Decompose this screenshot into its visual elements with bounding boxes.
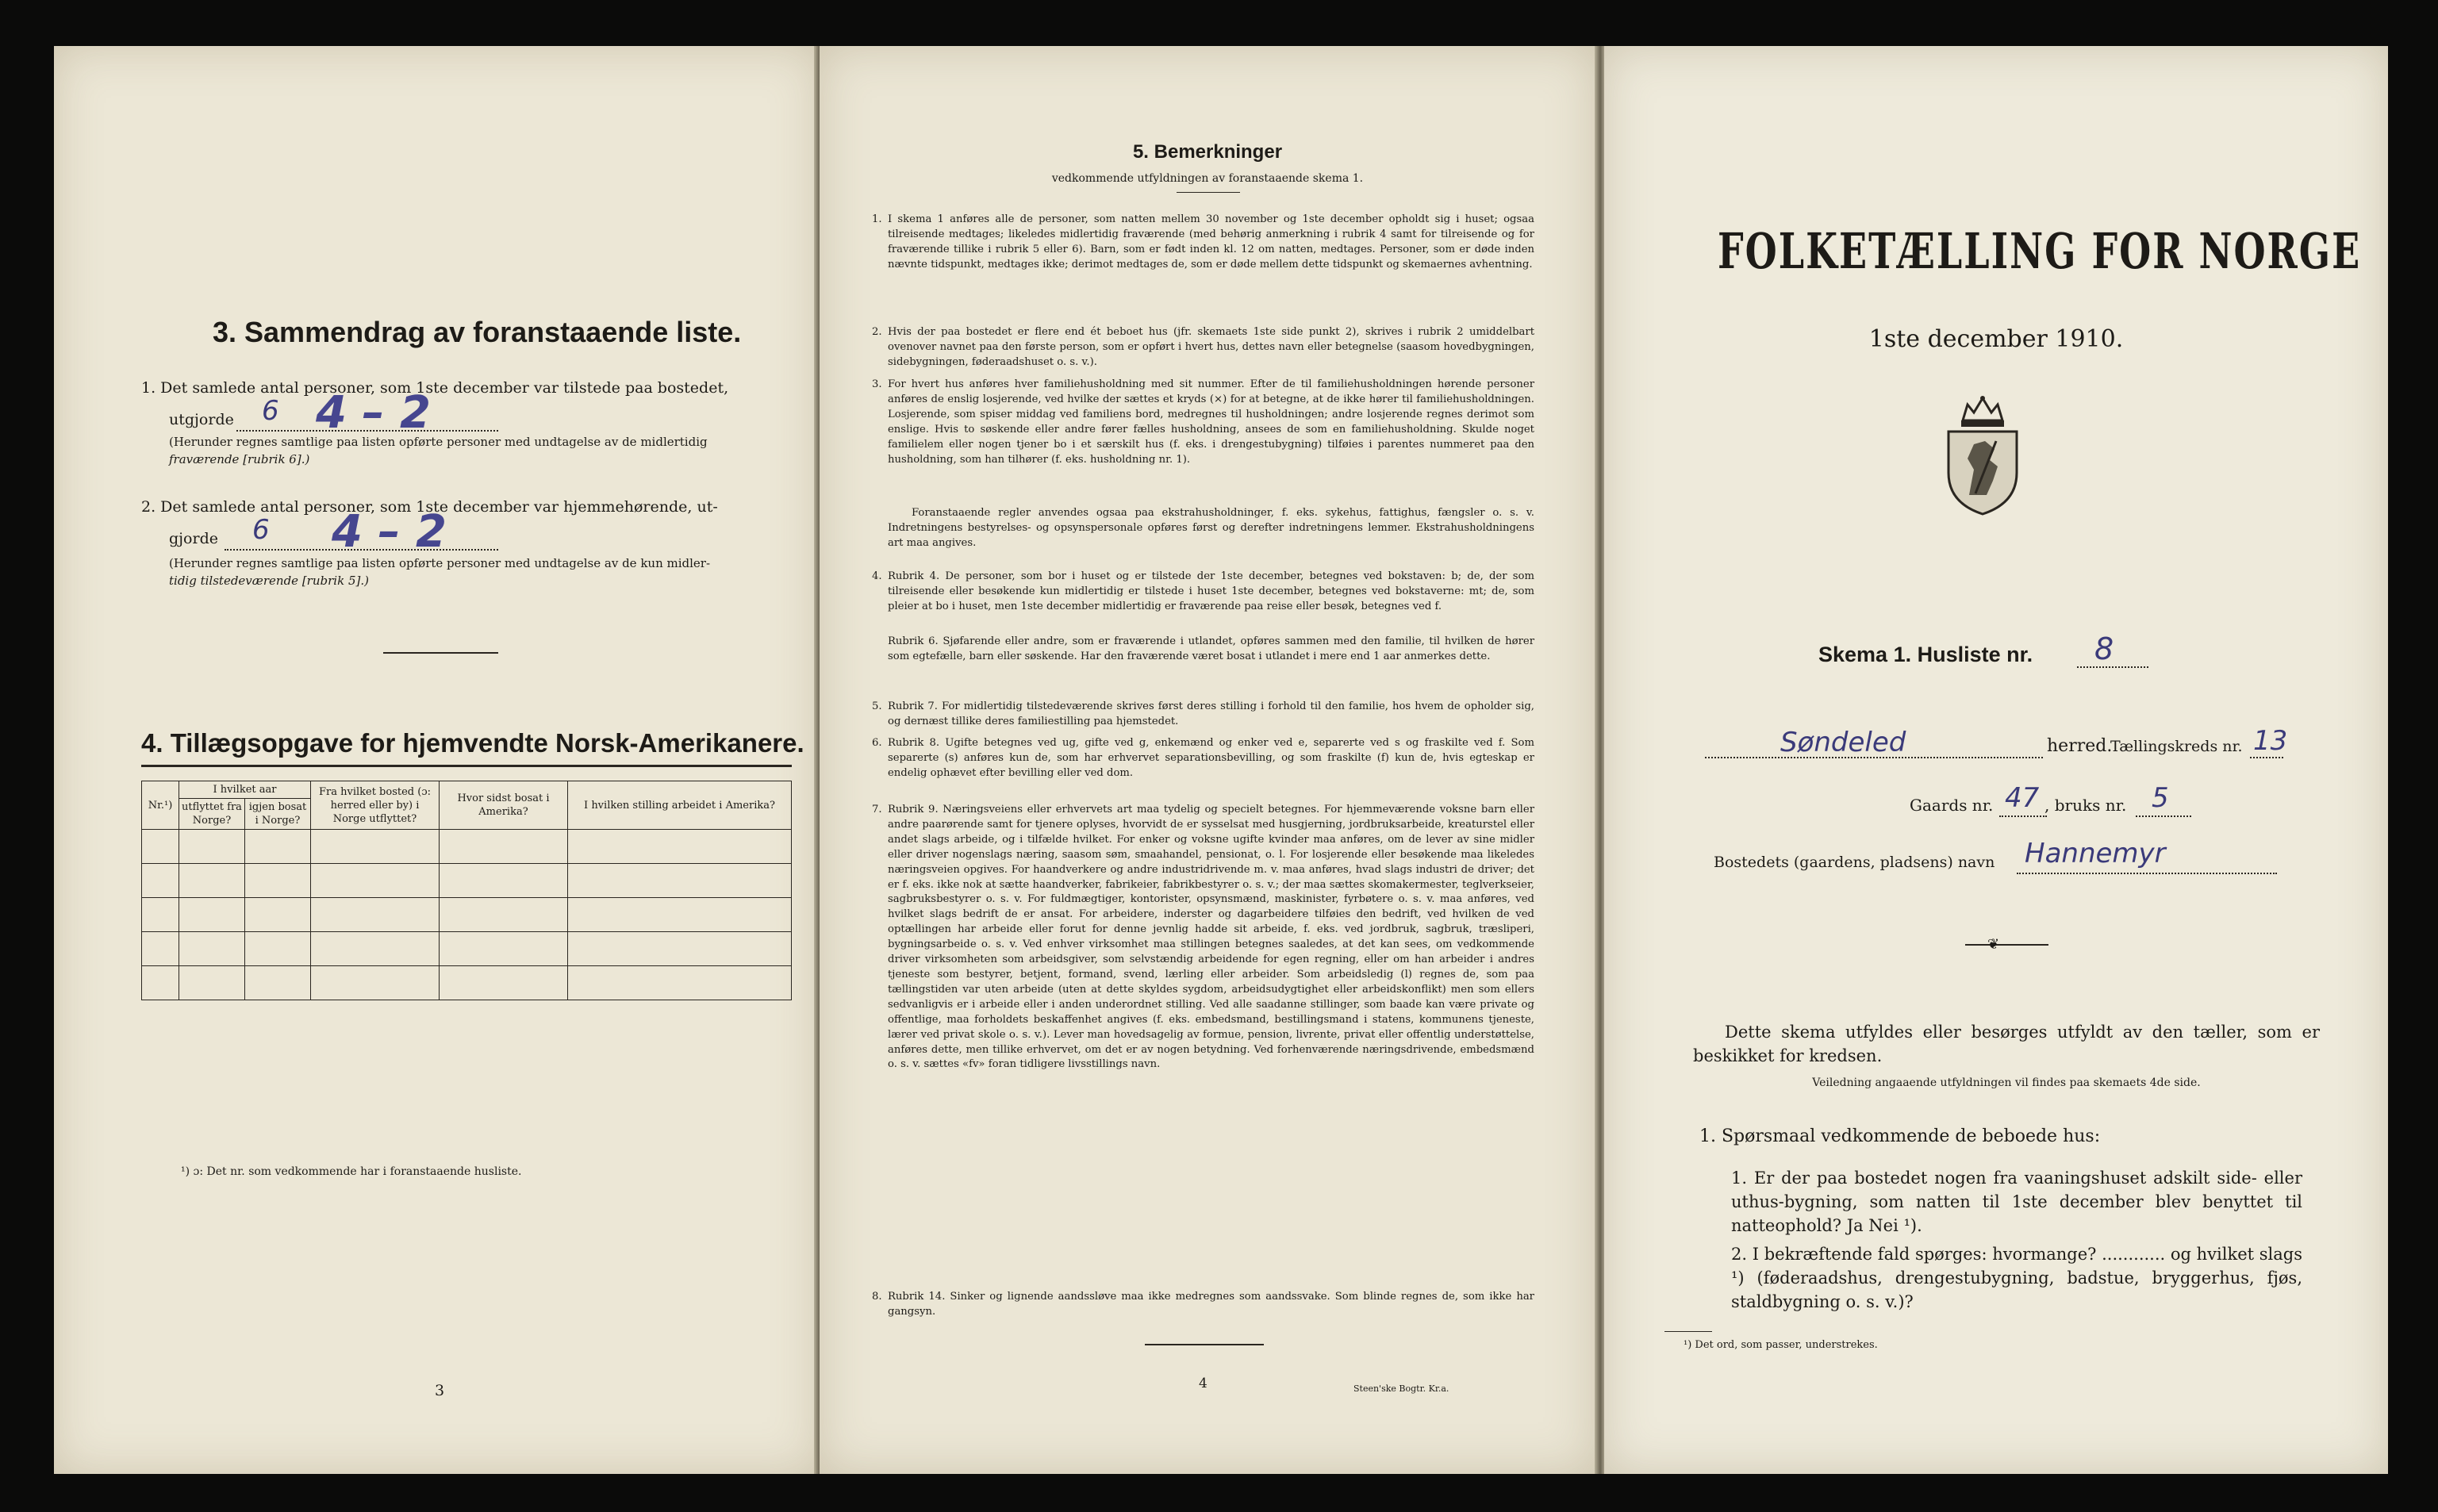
- summary-item1-handwritten: 4 – 2: [316, 387, 431, 439]
- middle-page: [820, 46, 1595, 1474]
- skema-number: 8: [2094, 631, 2114, 666]
- summary-item1-note1: (Herunder regnes samtlige paa listen opførte personer med undtagelse av de midlertidig: [169, 435, 708, 449]
- table-row: [142, 932, 792, 966]
- table-row: [142, 898, 792, 932]
- remarks-rule: [1177, 192, 1240, 193]
- gaards-value: 47: [2005, 782, 2040, 814]
- table-row: [142, 966, 792, 1000]
- col-hvor: Hvor sidst bosat i Amerika?: [440, 781, 568, 830]
- bosted-line: [2017, 873, 2277, 874]
- remark-6: 6. Rubrik 8. Ugifte betegnes ved ug, gifte ved g, enkemænd og enker ved e, separerte ved s og fraskilte ved f. Som separerte (s) anføres kun de, som har erhvervet separationsbevilling, og som fraskilte (f) kun de, hvis egteskap er endelig ophævet efter bevilling eller ved dom.: [872, 737, 1534, 779]
- remark-1: 1. I skema 1 anføres alle de personer, som natten mellem 30 november og 1ste december opholdt sig i huset; ogsaa tilreisende medtages; likeledes midlertidig fraværende (med behørig anmerkning i rubrik 4 samt for tilreisende og for fraværende tillike i rubrik 5 eller 6). Barn, som er født inden kl. 12 om natten, medtages. Personer, som er døde inden nævnte tidspunkt, medtages ikke; derimot medtages de, som er døde mellem dette tidspunkt og skemaernes avhentning.: [872, 213, 1534, 271]
- summary-item1-note2: fraværende [rubrik 6].): [169, 452, 310, 466]
- page-number-3: 3: [435, 1382, 445, 1399]
- instruction-1: Dette skema utfyldes eller besørges utfyldt av den tæller, som er beskikket for kredsen.: [1693, 1023, 2320, 1065]
- summary-item2-note2: tidig tilstedeværende [rubrik 5].): [169, 574, 369, 588]
- left-page: [54, 46, 820, 1474]
- right-footnote: ¹) Det ord, som passer, understrekes.: [1684, 1339, 1878, 1351]
- remark-5: 5. Rubrik 7. For midlertidig tilstedeværende skrives først deres stilling i forhold til den familie, hos hvem de opholder sig, og dernæst tillike deres familiestilling paa hjemstedet.: [872, 700, 1534, 727]
- bruks-label: , bruks nr.: [2044, 796, 2127, 815]
- census-date: 1ste december 1910.: [1868, 325, 2124, 353]
- bosted-label: Bostedets (gaardens, pladsens) navn: [1714, 854, 1995, 871]
- remark-7: 7. Rubrik 9. Næringsveiens eller erhvervets art maa tydelig og specielt betegnes. For hjemmeværende voksne barn eller andre paarørende samt for tjenere oplyses, hvorvidt de er sysselsat med husgjerning, jordbruksarbeide, kreaturstel eller andet slags arbeide, og i tilfælde hvilket. For enker og voksne ugifte kvinder maa anføres, om de lever av sine midler eller driver nogenslags næring, saasom søm, smaahandel, pensionat, o. l. For losjerende eller besøkende maa likeledes næringsveien opgives. For haandverkere og andre industridrivende m. v. maa anføres, hvad slags industri de driver; det er f. eks. ikke nok at sætte haandverker, fabrikeier, fabrikbestyrer o. s. v.; der maa sættes skomakermester, teglverkseier, sagbruksbestyrer o. s. v. For fuldmægtiger, kontorister, opsynsmænd, maskinister, fyrbøtere o. s. v. maa anføres, ved hvilket slags bedrift de er ansat. For arbeidere, inderster og dagarbeidere tilføies den bedrift, ved hvilken de ved optællingen har arbeide eller forut for denne jevnlig hadde sit arbeide, f. eks. ved jordbruk, sagbruk, træsliperi, bygningsarbeide o. s. v. Ved enhver virksomhet maa stillingen betegnes saaledes, at det kan sees, om vedkommende driver virksomheten som arbeidsgiver, som selvstændig arbeidende for egen regning, eller om han arbeider i andres tjeneste som bestyrer, betjent, formand, svend, lærling eller arbeider. Som arbeidsledig (l) regnes de, som paa tællingstiden var uten arbeide (uten at dette skyldes sygdom, arbeidsudygtighet eller arbeidskonflikt) men som ellers sedvanligvis er i arbeide eller i anden underordnet stilling. Ved alle saadanne stillinger, som baade kan være private og offentlige, maa forholdets beskaffenhet angives (f. eks. embedsmand, bestillingsmand i statens, kommunens tjeneste, lærer ved privat skole o. s. v.). Lever man hovedsagelig av formue, pension, livrente, privat eller offentlig understøttelse, anføres dette, men tillike erhvervet, om det er av nogen betydning. Ved forhenværende næringsdrivende, embedsmænd o. s. v. sættes «fv» foran tidligere livsstillings navn.: [872, 804, 1534, 1071]
- remark-3: 3. For hvert hus anføres hver familiehusholdning med sit nummer. Efter de til familiehusholdningen hørende personer anføres de enslig losjerende, ved hvilke der sættes et kryds (×) for at betegne, at de ikke hører til familiehusholdningen. Losjerende, som spiser middag ved familiens bord, medregnes til husholdningen; andre losjerende regnes derimot som enslige. Hvis to søskende eller andre fører fælles husholdning, ansees de som en familiehusholdning. Skulde noget familielem eller nogen tjener bo i et særskilt hus (f. eks. i drengestubygning) tilføies i parentes nummeret paa den husholdning, som han tilhører (f. eks. husholdning nr. 1).: [872, 378, 1534, 466]
- summary-item2-text: 2. Det samlede antal personer, som 1ste december var hjemmehørende, ut-: [141, 498, 718, 516]
- summary-item2-label: gjorde: [169, 530, 218, 547]
- herred-label: herred.: [2047, 736, 2113, 756]
- ornament-icon: ❦: [1987, 936, 2000, 953]
- remark-3b: Foranstaaende regler anvendes ogsaa paa ekstrahusholdninger, f. eks. sykehus, fattighus, fængsler o. s. v. Indretningens bestyrelses- og opsynspersonale opføres først og derefter indretningens lemmer. Ekstrahusholdningens art maa angives.: [888, 507, 1534, 549]
- gaards-label: Gaards nr.: [1910, 796, 1994, 815]
- norsk-amerikanere-table: [141, 781, 792, 1000]
- kreds-value: 13: [2253, 725, 2288, 757]
- col-fra: Fra hvilket bosted (ɔ: herred eller by) i Norge utflyttet?: [311, 781, 440, 830]
- end-rule: [1145, 1344, 1264, 1345]
- skema-label: Skema 1. Husliste nr.: [1818, 643, 2033, 666]
- footnote-rule: [1664, 1331, 1712, 1332]
- gaards-line: [1999, 815, 2047, 817]
- summary-item1-text: 1. Det samlede antal personer, som 1ste december var tilstede paa bostedet,: [141, 379, 729, 397]
- question1-2: 2. I bekræftende fald spørges: hvormange? ............ og hvilket slags ¹) (føderaadshus, drengestubygning, badstue, bryggerhus, fjøs, staldbygning o. s. v.)?: [1731, 1245, 2302, 1311]
- instruction-2: Veiledning angaaende utfyldningen vil findes paa skemaets 4de side.: [1812, 1076, 2201, 1089]
- kreds-label: Tællingskreds nr.: [2110, 738, 2243, 755]
- summary-item2-note1: (Herunder regnes samtlige paa listen opførte personer med undtagelse av de kun midler-: [169, 556, 711, 570]
- right-page: [1604, 46, 2388, 1474]
- herred-value: Søndeled: [1780, 727, 1906, 758]
- remark-4: 4. Rubrik 4. De personer, som bor i huset og er tilstede der 1ste december, betegnes ved bokstaven: b; de, der som tilreisende eller besøkende kun midlertidig er tilstede i huset 1ste december, betegnes ved bokstaverne: mt; de, som pleier at bo i huset, men 1ste december midlertidig er fraværende paa reise eller besøk, betegnes ved f.: [872, 570, 1534, 612]
- page-number-4: 4: [1199, 1376, 1207, 1391]
- bruks-value: 5: [2152, 782, 2169, 814]
- summary-item1-label: utgjorde: [169, 411, 234, 428]
- col-year-group: I hvilket aar: [179, 781, 311, 799]
- col-utflyttet: utflyttet fra Norge?: [179, 799, 245, 830]
- question1-title: 1. Spørsmaal vedkommende de beboede hus:: [1699, 1126, 2101, 1146]
- divider: [383, 652, 498, 654]
- printer-mark: Steen'ske Bogtr. Kr.a.: [1353, 1383, 1449, 1394]
- main-title: FOLKETÆLLING FOR NORGE: [1718, 222, 2362, 280]
- col-nr: Nr.¹): [142, 781, 179, 830]
- kreds-line: [2250, 757, 2283, 758]
- col-igjen: igjen bosat i Norge?: [245, 799, 311, 830]
- col-stilling: I hvilken stilling arbeidet i Amerika?: [568, 781, 792, 830]
- section3-title: 3. Sammendrag av foranstaaende liste.: [213, 316, 742, 348]
- summary-item2-handwritten: 4 – 2: [332, 506, 447, 558]
- bruks-line: [2136, 815, 2191, 817]
- coat-of-arms-icon: [1941, 393, 2025, 517]
- table-row: [142, 830, 792, 864]
- remark-4b: Rubrik 6. Sjøfarende eller andre, som er fraværende i utlandet, opføres sammen med den familie, til hvilken de hører som egtefælle, barn eller søskende. Har den fraværende været bosat i utlandet i mere end 1 aar anmerkes dette.: [888, 635, 1534, 662]
- section4-footnote: ¹) ɔ: Det nr. som vedkommende har i foranstaaende husliste.: [181, 1165, 522, 1178]
- summary-item1-value: 6: [262, 395, 279, 427]
- skema-number-line: [2077, 666, 2148, 668]
- remark-2: 2. Hvis der paa bostedet er flere end ét beboet hus (jfr. skemaets 1ste side punkt 2), skrives i rubrik 2 umiddelbart ovenover navnet paa den første person, som er opført i hvert hus, dettes navn eller betegnelse (saasom hovedbygningen, sidebygningen, føderaadshuset o. s. v.).: [872, 326, 1534, 368]
- section4-title: 4. Tillægsopgave for hjemvendte Norsk-Amerikanere.: [141, 728, 804, 758]
- section4-rule: [141, 765, 792, 767]
- remarks-title: 5. Bemerkninger: [1132, 141, 1283, 163]
- summary-item2-value: 6: [252, 514, 270, 546]
- remarks-subtitle: vedkommende utfyldningen av foranstaaende skema 1.: [1051, 172, 1364, 185]
- ornament-rule-right: [2001, 944, 2048, 946]
- table-row: [142, 864, 792, 898]
- remark-8: 8. Rubrik 14. Sinker og lignende aandssløve maa ikke medregnes som aandssvake. Som blinde regnes de, som ikke har gangsyn.: [872, 1291, 1534, 1318]
- bosted-value: Hannemyr: [2025, 838, 2166, 869]
- question1-1: 1. Er der paa bostedet nogen fra vaaningshuset adskilt side- eller uthus-bygning, som natten til 1ste december blev benyttet til natteophold? Ja Nei ¹).: [1731, 1169, 2302, 1235]
